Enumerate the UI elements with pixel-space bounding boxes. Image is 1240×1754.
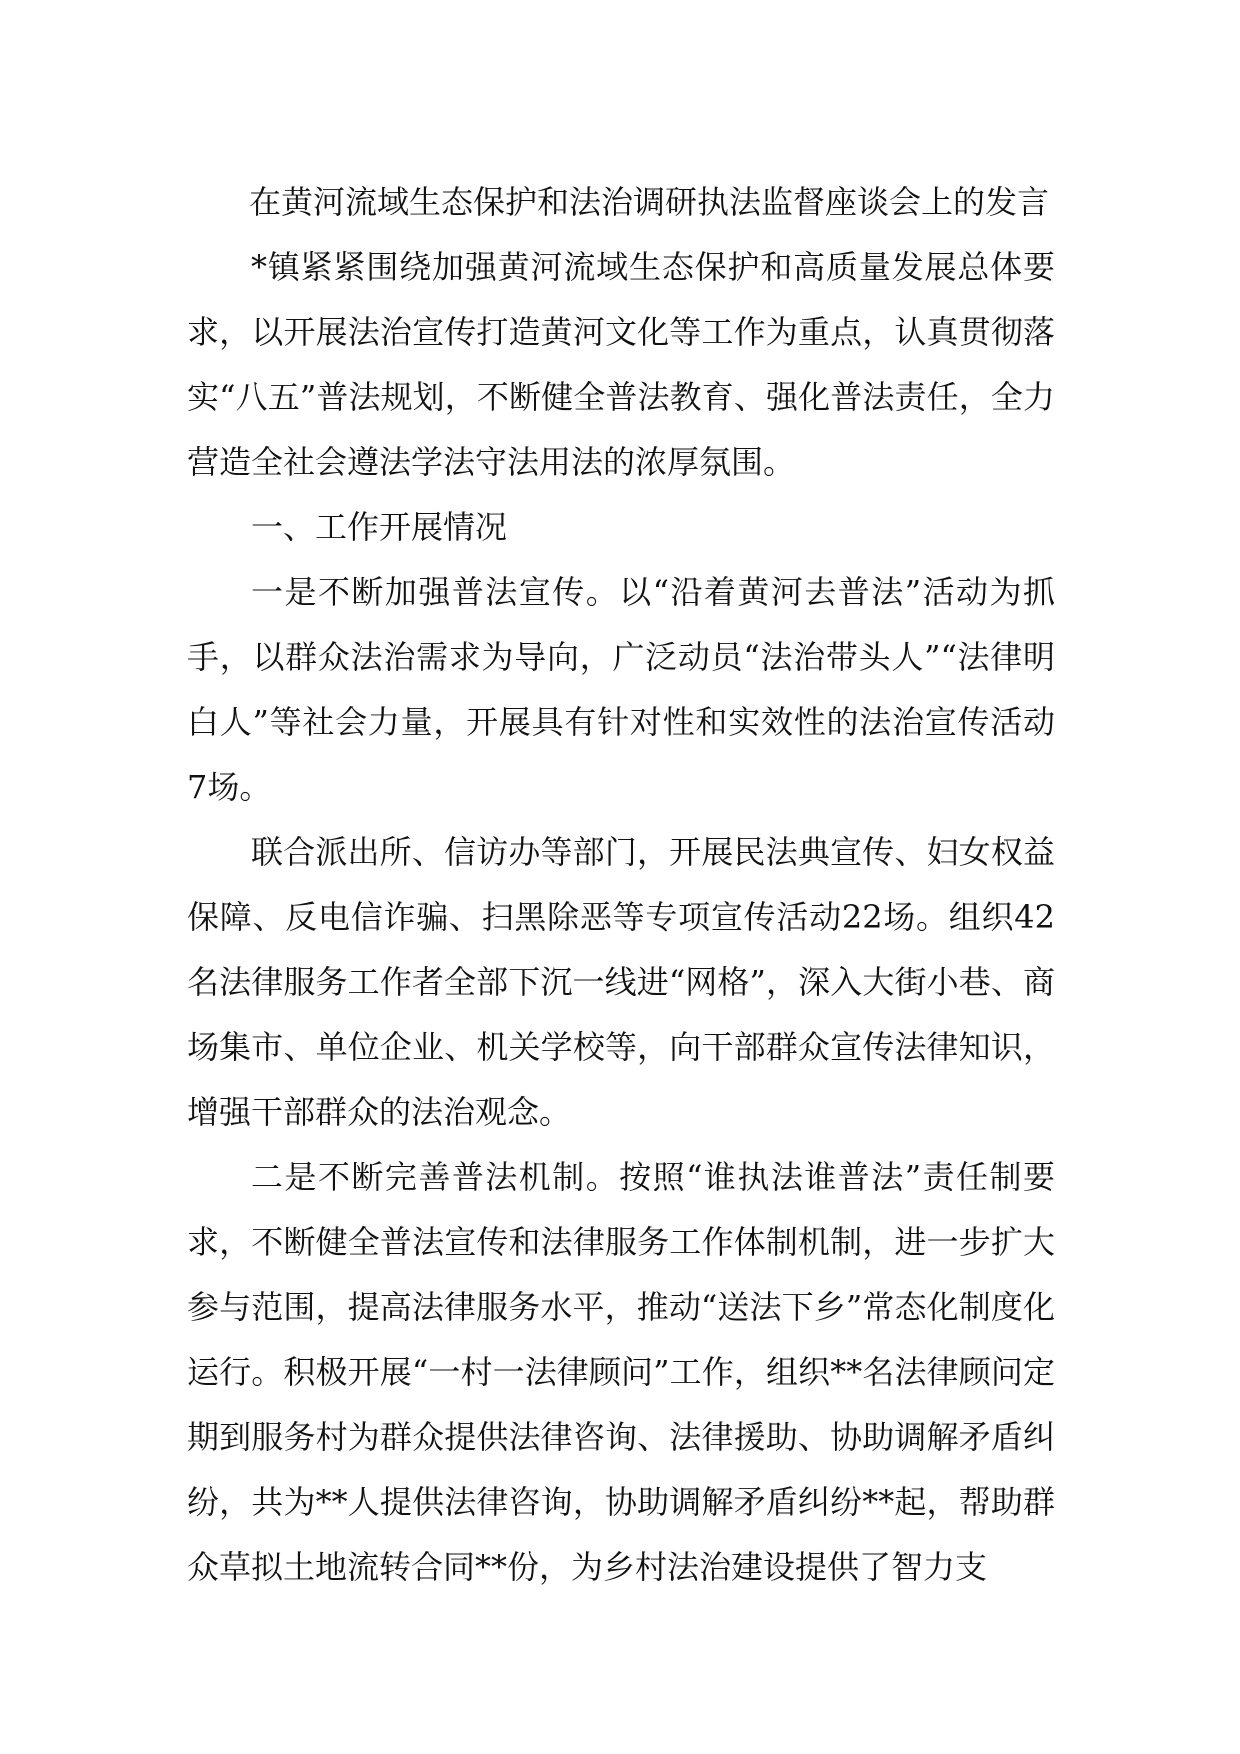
section-heading: 一、工作开展情况 xyxy=(251,508,508,546)
paragraph-mechanism: 二是不断完善普法机制。按照“谁执法谁普法”责任制要求，不断健全普法宣传和法律服务工作体制机制，进一步扩大参与范围，提高法律服务水平，推动“送法下乡”常态化制度化运行。积极开展“一村一法律顾问”工作，组织**名法律顾问定期到服务村为群众提供法律咨询、法律援助、协助调解矛盾纠纷，共为**人提供法律咨询，协助调解矛盾纠纷**起，帮助群众草拟土地流转合同**份，为乡村法治建设提供了智力支 xyxy=(187,1158,1055,1586)
intro-paragraph: *镇紧紧围绕加强黄河流域生态保护和高质量发展总体要求，以开展法治宣传打造黄河文化等工作为重点，认真贯彻落实“八五”普法规划，不断健全普法教育、强化普法责任，全力营造全社会遵法学法守法用法的浓厚氛围。 xyxy=(187,248,1055,481)
paragraph-publicity: 一是不断加强普法宣传。以“沿着黄河去普法”活动为抓手，以群众法治需求为导向，广泛动员“法治带头人”“法律明白人”等社会力量，开展具有针对性和实效性的法治宣传活动7场。 xyxy=(187,573,1055,806)
paragraph-joint-activities: 联合派出所、信访办等部门，开展民法典宣传、妇女权益保障、反电信诈骗、扫黑除恶等专项宣传活动22场。组织42名法律服务工作者全部下沉一线进“网格”，深入大街小巷、商场集市、单位企业、机关学校等，向干部群众宣传法律知识，增强干部群众的法治观念。 xyxy=(187,833,1055,1131)
document-title: 在黄河流域生态保护和法治调研执法监督座谈会上的发言 xyxy=(249,183,1050,221)
document-body xyxy=(187,170,1055,1600)
